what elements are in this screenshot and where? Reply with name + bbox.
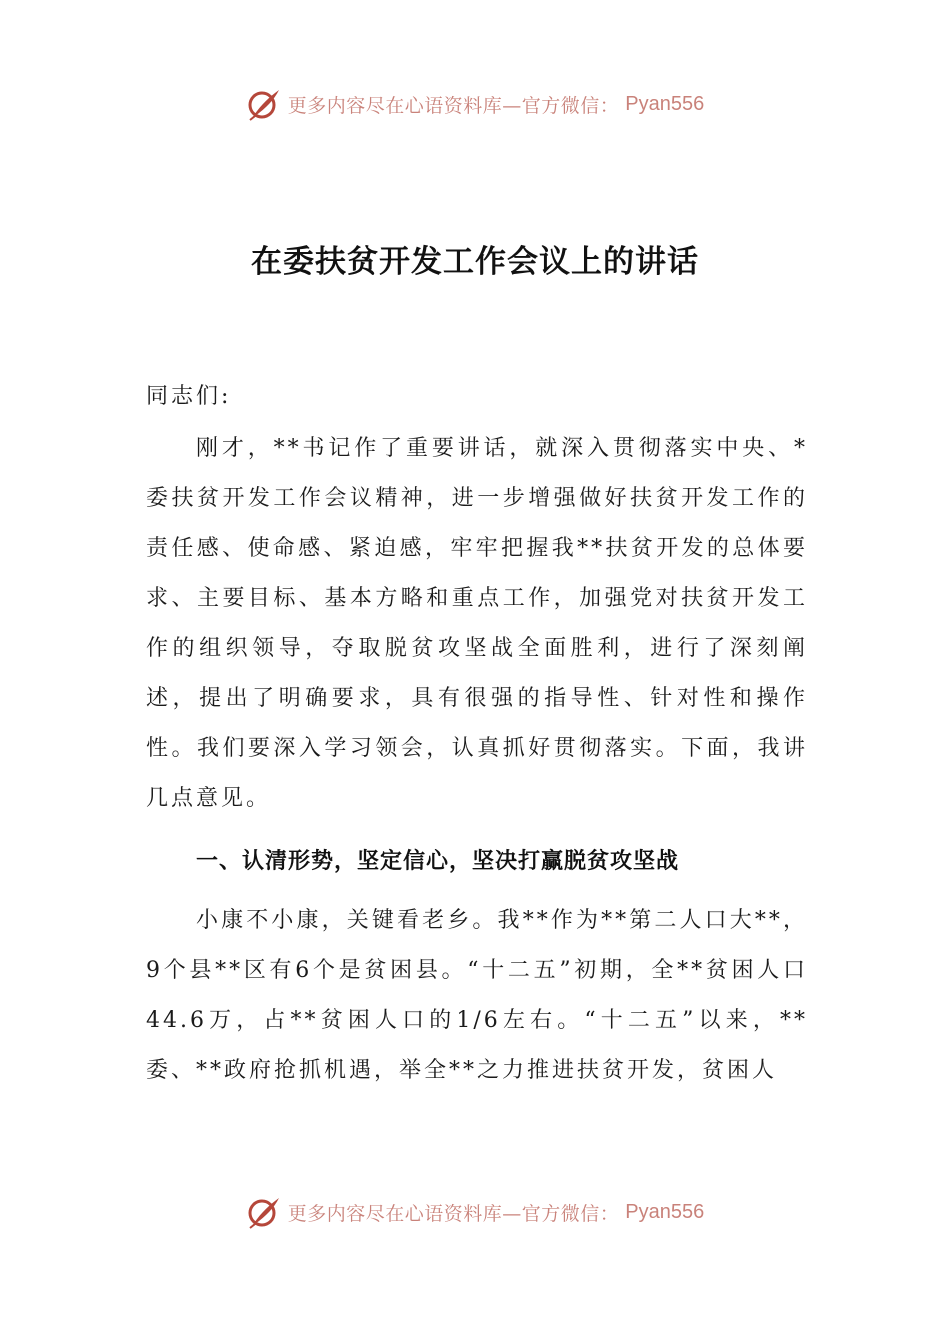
paragraph: 小康不小康，关键看老乡。我**作为**第二人口大**，9个县**区有6个是贫困县。“十二五”初期，全**贫困人口44.6万，占**贫困人口的1/6左右。“十二五”以来，**委、**政府抢抓机遇，举全**之力推进扶贫开发，贫困人 xyxy=(146,908,808,1083)
salutation: 同志们: xyxy=(146,384,232,409)
quill-logo-icon xyxy=(246,1194,282,1230)
watermark-header xyxy=(0,82,950,126)
watermark-footer xyxy=(0,1190,950,1234)
paragraph: 刚才，**书记作了重要讲话，就深入贯彻落实中央、*委扶贫开发工作会议精神，进一步增强做好扶贫开发工作的责任感、使命感、紧迫感，牢牢把握我**扶贫开发的总体要求、主要目标、基本方略和重点工作，加强党对扶贫开发工作的组织领导，夺取脱贫攻坚战全面胜利，进行了深刻阐述，提出了明确要求，具有很强的指导性、针对性和操作性。我们要深入学习领会，认真抓好贯彻落实。下面，我讲几点意见。 xyxy=(146,436,808,811)
document-body xyxy=(146,372,808,1096)
section-heading: 一、认清形势，坚定信心，坚决打赢脱贫攻坚战 xyxy=(196,849,680,874)
watermark-text: 更多内容尽在心语资料库—官方微信： xyxy=(287,1202,620,1225)
watermark-wechat-id: Pyan556 xyxy=(625,1200,705,1223)
quill-logo-icon xyxy=(246,86,282,122)
watermark-wechat-id: Pyan556 xyxy=(625,92,705,115)
document-title: 在委扶贫开发工作会议上的讲话 xyxy=(251,244,699,280)
watermark-text: 更多内容尽在心语资料库—官方微信： xyxy=(287,94,620,117)
